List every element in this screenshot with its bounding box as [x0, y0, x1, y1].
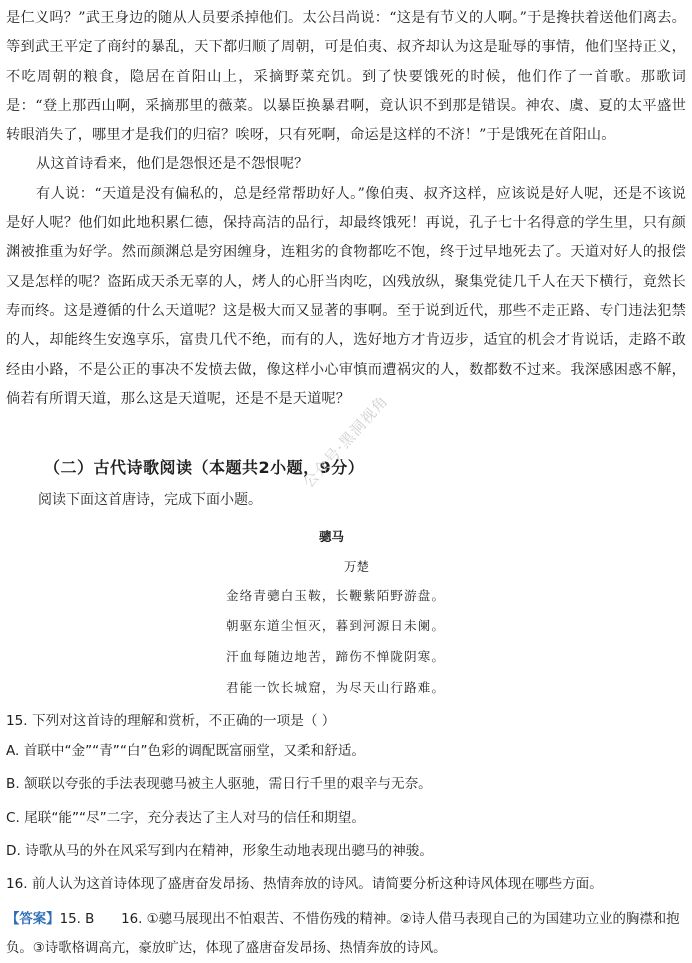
section-instruction: 阅读下面这首唐诗，完成下面小题。 — [38, 492, 262, 508]
option-a: A. 首联中“金”“青”“白”色彩的调配既富丽堂，又柔和舒适。 — [6, 743, 366, 759]
poem-author: 万楚 — [344, 559, 370, 574]
option-c: C. 尾联“能”“尽”二字，充分表达了主人对马的信任和期望。 — [6, 810, 365, 826]
poem-line: 君能一饮长城窟，为尽天山行路难。 — [226, 680, 446, 695]
translation-paragraph-1: 是仁义吗？”武王身边的随从人员要杀掉他们。太公吕尚说：“这是有节义的人啊。”于是搀扶着送他们离去。等到武王平定了商纣的暴乱，天下都归顺了周朝，可是伯夷、叔齐却认为这是耻辱的事情，他们坚持正义，不吃周朝的粮食，隐居在首阳山上，采摘野菜充饥。到了快要饿死的时候，他们作了一首歌。那歌词是：“登上那西山啊，采摘那里的薇菜。以暴臣换暴君啊，竟认识不到那是错误。神农、虞、夏的太平盛世转眼消失了，哪里才是我们的归宿？唉呀，只有死啊，命运是这样的不济！”于是饿死在首阳山。 — [6, 10, 686, 144]
poem-line: 汗血每随边地苦，蹄伤不惮陇阴寒。 — [226, 649, 446, 664]
answer-block — [6, 905, 686, 963]
question-16: 16. 前人认为这首诗体现了盛唐奋发昂扬、热情奔放的诗风。请简要分析这种诗风体现在哪些方面。 — [6, 876, 603, 892]
poem-line: 朝驱东道尘恒灭，暮到河源日未阑。 — [226, 618, 446, 633]
translation-text — [6, 4, 686, 414]
poem-title: 骢马 — [319, 529, 345, 544]
translation-paragraph-3: 有人说：“天道是没有偏私的，总是经常帮助好人。”像伯夷、叔齐这样，应该说是好人呢，还是不该说是好人呢？他们如此地积累仁德，保持高洁的品行，却最终饿死！再说，孔子七十名得意的学生里，只有颜渊被推重为好学。然而颜渊总是穷困缠身，连粗劣的食物都吃不饱，终于过早地死去了。天道对好人的报偿又是怎样的呢？盗跖成天杀无辜的人，烤人的心肝当肉吃，凶残放纵，聚集党徒几千人在天下横行，竟然长寿而终。这是遵循的什么天道呢？这是极大而又显著的事啊。至于说到近代，那些不走正路、专门违法犯禁的人，却能终生安逸享乐，富贵几代不绝，而有的人，选好地方才肯迈步，适宜的机会才肯说话，走路不敢经由小路，不是公正的事决不发愤去做，像这样小心审慎而遭祸灾的人，数都数不过来。我深感困惑不解，倘若有所谓天道，那么这是天道呢，还是不是天道呢？ — [6, 185, 686, 407]
watermark: 公众号·黑洞视角 — [299, 391, 392, 492]
poem-line: 金络青骢白玉鞍，长鞭紫陌野游盘。 — [226, 588, 446, 603]
question-15: 15. 下列对这首诗的理解和赏析，不正确的一项是（ ） — [6, 713, 336, 729]
option-b: B. 颔联以夸张的手法表现骢马被主人驱驰，需日行千里的艰辛与无奈。 — [6, 776, 432, 792]
option-d: D. 诗歌从马的外在风采写到内在精神，形象生动地表现出骢马的神骏。 — [6, 843, 433, 859]
section-heading: （二）古代诗歌阅读（本题共2小题，9分） — [44, 458, 365, 477]
answer-tag: 【答案】 — [6, 912, 60, 927]
answer-text: 15. B 16. ①骢马展现出不怕艰苦、不惜伤残的精神。②诗人借马表现自己的为国建功立业的胸襟和抱负。③诗歌格调高亢，豪放旷达，体现了盛唐奋发昂扬、热情奔放的诗风。 — [6, 912, 680, 956]
translation-paragraph-2: 从这首诗看来，他们是怨恨还是不怨恨呢？ — [36, 156, 309, 173]
